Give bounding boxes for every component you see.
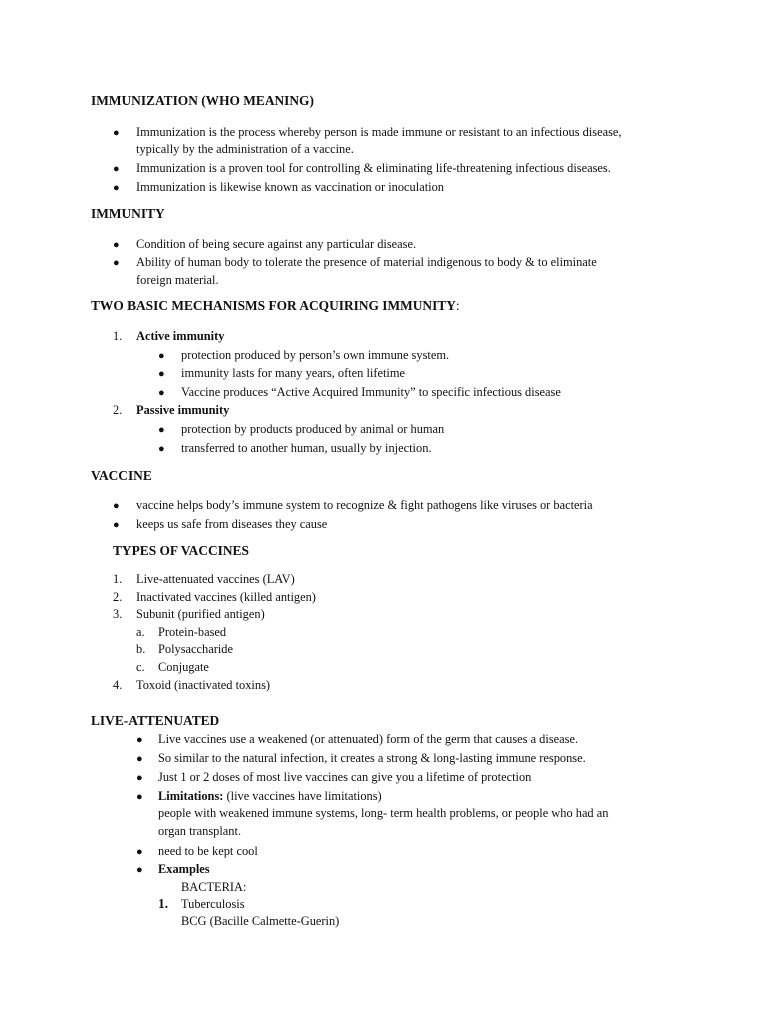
- list-number: 3.: [113, 607, 123, 621]
- list-item: protection produced by person’s own immune system.: [181, 348, 450, 362]
- list-item: Just 1 or 2 doses of most live vaccines can give you a lifetime of protection: [158, 770, 532, 784]
- bullet-icon: ●: [113, 163, 120, 175]
- bullet-icon: ●: [158, 443, 165, 455]
- bullet-icon: ●: [113, 239, 120, 251]
- list-item: Inactivated vaccines (killed antigen): [136, 590, 316, 604]
- examples-label: Examples: [158, 862, 210, 876]
- list-number: 4.: [113, 678, 123, 692]
- list-item: Conjugate: [158, 660, 209, 674]
- list-number: 2.: [113, 403, 123, 417]
- bacteria-label: BACTERIA:: [181, 880, 247, 894]
- section-title-mechanisms: [91, 297, 460, 315]
- bullet-icon: ●: [158, 424, 165, 436]
- list-item: Condition of being secure against any particular disease.: [136, 237, 417, 251]
- list-item-continuation: foreign material.: [136, 273, 219, 287]
- section-title-immunity: IMMUNITY: [91, 206, 165, 221]
- bullet-icon: ●: [113, 182, 120, 194]
- section-title-live-attenuated: LIVE-ATTENUATED: [91, 713, 220, 728]
- bullet-icon: ●: [136, 772, 143, 784]
- list-item: Polysaccharide: [158, 642, 234, 656]
- section-title-immunization: IMMUNIZATION (WHO MEANING): [91, 93, 314, 108]
- list-item: Live vaccines use a weakened (or attenuated) form of the germ that causes a disease.: [158, 732, 579, 746]
- list-number: 1.: [113, 329, 123, 343]
- bullet-icon: ●: [113, 257, 120, 269]
- bullet-icon: ●: [158, 350, 165, 362]
- bullet-icon: ●: [113, 519, 120, 531]
- list-item: Toxoid (inactivated toxins): [136, 678, 271, 692]
- list-item: vaccine helps body’s immune system to recognize & fight pathogens like viruses or bacteria: [136, 498, 593, 512]
- list-item: Live-attenuated vaccines (LAV): [136, 572, 295, 586]
- bullet-icon: ●: [113, 127, 120, 139]
- list-number: 1.: [158, 896, 169, 911]
- bullet-icon: ●: [158, 368, 165, 380]
- list-item: Immunization is the process whereby person is made immune or resistant to an infectious disease,: [136, 125, 622, 139]
- list-letter: c.: [136, 660, 145, 674]
- example-name: Tuberculosis: [181, 897, 245, 911]
- bullet-icon: ●: [136, 864, 143, 876]
- active-immunity-label: Active immunity: [136, 329, 225, 343]
- limitations-detail: people with weakened immune systems, long- term health problems, or people who had an: [158, 806, 609, 820]
- mechanisms-title-colon: :: [455, 298, 460, 313]
- limitations-detail-continuation: organ transplant.: [158, 824, 242, 838]
- list-item: need to be kept cool: [158, 844, 258, 858]
- list-item: Subunit (purified antigen): [136, 607, 265, 621]
- list-letter: a.: [136, 625, 145, 639]
- example-vaccine: BCG (Bacille Calmette-Guerin): [181, 914, 340, 928]
- limitations-label: Limitations:: [158, 789, 224, 803]
- bullet-icon: ●: [136, 753, 143, 765]
- list-letter: b.: [136, 642, 146, 656]
- list-item: So similar to the natural infection, it creates a strong & long-lasting immune response.: [158, 751, 586, 765]
- list-item: Vaccine produces “Active Acquired Immunity” to specific infectious disease: [181, 385, 561, 399]
- passive-immunity-label: Passive immunity: [136, 403, 230, 417]
- bullet-icon: ●: [136, 846, 143, 858]
- bullet-icon: ●: [136, 791, 143, 803]
- list-item: Immunization is a proven tool for controlling & eliminating life-threatening infectious diseases.: [136, 161, 611, 175]
- list-item: immunity lasts for many years, often lifetime: [181, 366, 406, 380]
- list-item: Ability of human body to tolerate the presence of material indigenous to body & to eliminate: [136, 255, 597, 269]
- list-item: Immunization is likewise known as vaccination or inoculation: [136, 180, 444, 194]
- list-item: transferred to another human, usually by injection.: [181, 441, 432, 455]
- list-item-continuation: typically by the administration of a vaccine.: [136, 142, 354, 156]
- mechanisms-title-text: TWO BASIC MECHANISMS FOR ACQUIRING IMMUNITY: [91, 298, 456, 313]
- bullet-icon: ●: [158, 387, 165, 399]
- list-item: protection by products produced by animal or human: [181, 422, 445, 436]
- list-item: Protein-based: [158, 625, 227, 639]
- list-item: keeps us safe from diseases they cause: [136, 517, 328, 531]
- bullet-icon: ●: [113, 500, 120, 512]
- bullet-icon: ●: [136, 734, 143, 746]
- list-item-limitations: [158, 787, 382, 805]
- limitations-text: (live vaccines have limitations): [223, 789, 382, 803]
- list-number: 1.: [113, 572, 123, 586]
- section-title-vaccine: VACCINE: [91, 468, 152, 483]
- section-title-types-of-vaccines: TYPES OF VACCINES: [113, 543, 249, 558]
- list-number: 2.: [113, 590, 123, 604]
